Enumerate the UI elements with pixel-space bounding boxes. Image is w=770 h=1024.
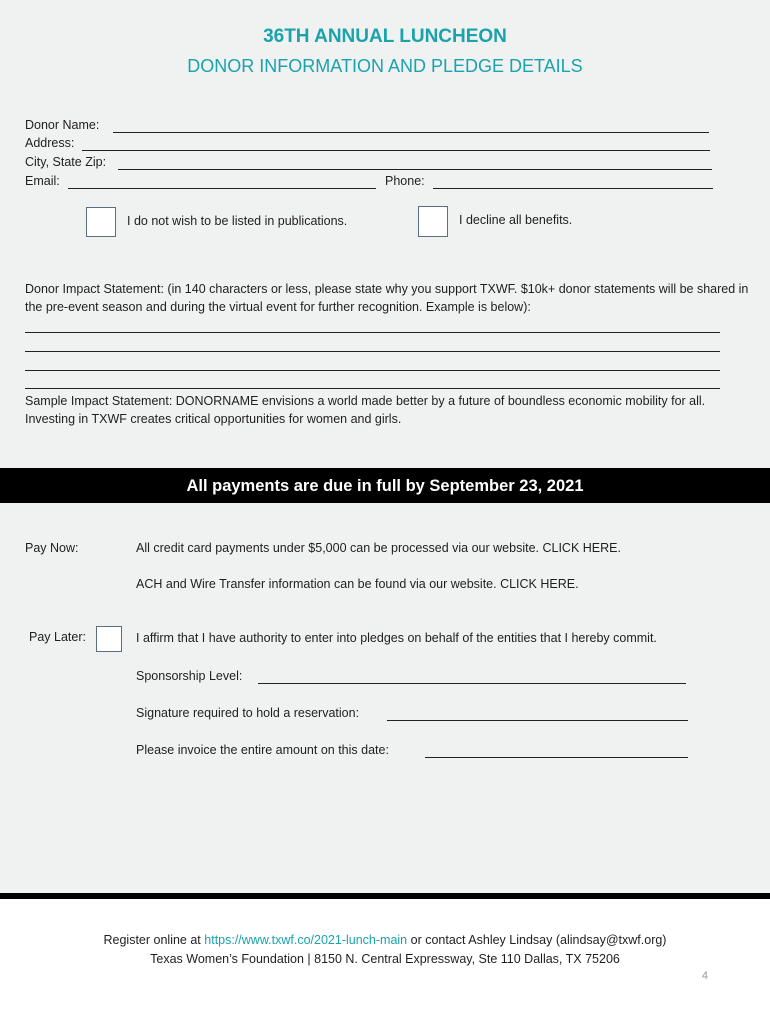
invoice-date-label: Please invoice the entire amount on this date: [136, 743, 389, 757]
sponsorship-level-field[interactable] [258, 683, 686, 684]
donor-name-field[interactable] [113, 132, 709, 133]
affirm-text: I affirm that I have authority to enter into pledges on behalf of the entities that I hereby commit. [136, 631, 657, 645]
impact-line-1[interactable] [25, 332, 720, 333]
decline-benefits-checkbox[interactable] [418, 206, 448, 237]
ach-text[interactable]: ACH and Wire Transfer information can be found via our website. CLICK HERE. [136, 577, 579, 591]
no-publication-checkbox[interactable] [86, 207, 116, 237]
donor-name-label: Donor Name: [25, 118, 100, 132]
page-title: 36TH ANNUAL LUNCHEON [263, 26, 507, 47]
register-prefix: Register online at [103, 933, 205, 947]
sample-impact-statement: Sample Impact Statement: DONORNAME envisions a world made better by a future of boundless economic mobility for all. Investing in TXWF creates critical opportunities for women and girls. [25, 394, 706, 426]
city-state-zip-field[interactable] [118, 169, 712, 170]
register-link[interactable]: https://www.txwf.co/2021-lunch-main [204, 933, 408, 947]
page-number: 4 [701, 970, 708, 982]
no-publication-label: I do not wish to be listed in publications. [127, 214, 348, 228]
email-label: Email: [25, 174, 60, 188]
impact-line-2[interactable] [25, 351, 720, 352]
signature-label: Signature required to hold a reservation: [136, 706, 360, 720]
signature-field[interactable] [387, 720, 688, 721]
impact-line-3[interactable] [25, 370, 720, 371]
impact-line-4[interactable] [25, 388, 720, 389]
payment-due-banner: All payments are due in full by September 23, 2021 [0, 468, 770, 503]
email-field[interactable] [68, 188, 376, 189]
pay-later-label: Pay Later: [29, 630, 86, 644]
credit-card-text[interactable]: All credit card payments under $5,000 can be processed via our website. CLICK HERE. [136, 541, 621, 555]
phone-field[interactable] [433, 188, 713, 189]
phone-label: Phone: [385, 174, 425, 188]
foundation-address: Texas Women’s Foundation | 8150 N. Central Expressway, Ste 110 Dallas, TX 75206 [150, 952, 620, 966]
impact-statement-instructions: Donor Impact Statement: (in 140 characters or less, please state why you support TXWF. $10k+ donor statements will be shared in the pre-event season and during the virtual event for further recognition. Example is below): [25, 282, 749, 314]
address-field[interactable] [82, 150, 710, 151]
city-state-zip-label: City, State Zip: [25, 155, 107, 169]
invoice-date-field[interactable] [425, 757, 688, 758]
pay-now-label: Pay Now: [25, 541, 79, 555]
register-suffix: or contact Ashley Lindsay (alindsay@txwf.org) [407, 933, 667, 947]
sponsorship-level-label: Sponsorship Level: [136, 669, 243, 683]
page-subtitle: DONOR INFORMATION AND PLEDGE DETAILS [187, 56, 583, 76]
decline-benefits-label: I decline all benefits. [459, 213, 573, 227]
pay-later-checkbox[interactable] [96, 626, 122, 652]
address-label: Address: [25, 136, 75, 150]
register-line [0, 933, 770, 947]
